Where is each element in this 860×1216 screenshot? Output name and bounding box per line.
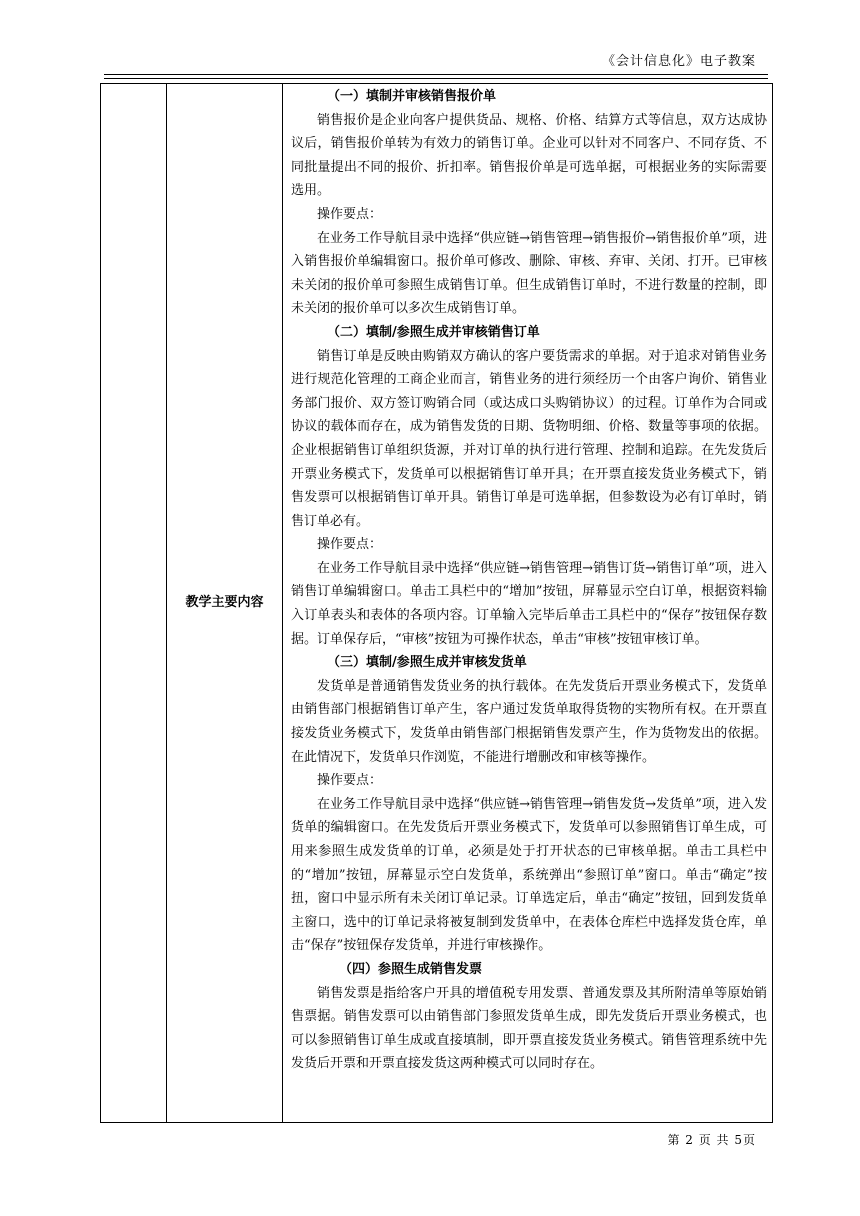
section-1-ops-label: 操作要点：	[317, 206, 383, 222]
header-rule-thin	[104, 78, 768, 79]
document-header-title: 《会计信息化》电子教案	[601, 54, 756, 69]
section-4-title: （四）参照生成销售发票	[339, 961, 483, 977]
section-1-title: （一）填制并审核销售报价单	[327, 89, 497, 104]
section-3-paragraph-2: 在业务工作导航目录中选择“供应链→销售管理→销售发货→发货单”项，进入发货单的编辑窗口。在先发货后开票业务模式下，发货单可以参照销售订单生成，可用来参照生成发货单的订单，必须是处于打开状态的已审核单据。单击工具栏中的“增加”按钮，屏幕显示空白发货单，系统弹出“参照订单”窗口。单击“确定”按扭，窗口中显示所有未关闭订单记录。订单选定后，单击“确定”按钮，回到发货单主窗口，选中的订单记录将被复制到发货单中，在表体仓库栏中选择发货仓库，单击“保存”按钮保存发货单，并进行审核操作。	[291, 796, 767, 954]
section-3-paragraph-1: 发货单是普通销售发货业务的执行载体。在先发货后开票业务模式下，发货单由销售部门根据销售订单产生，客户通过发货单取得货物的实物所有权。在开票直接发货业务模式下，发货单由销售部门根据销售发票产生，作为货物发出的依据。在此情况下，发货单只作浏览，不能进行增删改和审核等操作。	[291, 678, 767, 765]
section-4-paragraph-1: 销售发票是指给客户开具的增值税专用发票、普通发票及其所附清单等原始销售票据。销售发票可以由销售部门参照发货单生成，即先发货后开票业务模式，也可以参照销售订单生成或直接填制，即开票直接发货业务模式。销售管理系统中先发货后开票和开票直接发货这两种模式可以同时存在。	[291, 985, 767, 1072]
section-2-ops-label: 操作要点：	[317, 537, 383, 553]
row-label-cell	[167, 84, 283, 1122]
page-number: 第 2 页 共 5页	[667, 1133, 756, 1147]
lesson-plan-table	[100, 83, 773, 1123]
section-3-ops-label: 操作要点：	[317, 773, 383, 789]
section-2-title: （二）填制/参照生成并审核销售订单	[327, 324, 540, 340]
section-1-paragraph-1: 销售报价是企业向客户提供货品、规格、价格、结算方式等信息，双方达成协议后，销售报价单转为有效力的销售订单。企业可以针对不同客户、不同存货、不同批量提出不同的报价、折扣率。销售报价单是可选单据，可根据业务的实际需要选用。	[291, 112, 767, 199]
header-rule	[104, 74, 768, 75]
section-2-paragraph-2: 在业务工作导航目录中选择“供应链→销售管理→销售订货→销售订单”项，进入销售订单编辑窗口。单击工具栏中的“增加”按钮，屏幕显示空白订单，根据资料输入订单表头和表体的各项内容。订单输入完毕后单击工具栏中的“保存”按钮保存数据。订单保存后，“审核”按钮为可操作状态，单击“审核”按钮审核订单。	[291, 560, 767, 647]
content-cell	[291, 85, 767, 1076]
section-1-paragraph-2: 在业务工作导航目录中选择“供应链→销售管理→销售报价→销售报价单”项，进入销售报价单编辑窗口。报价单可修改、删除、审核、弃审、关闭、打开。已审核未关闭的报价单可参照生成销售订单。但生成销售订单时，不进行数量的控制，即未关闭的报价单可以多次生成销售订单。	[291, 230, 767, 317]
empty-first-column	[101, 84, 167, 1122]
section-2-paragraph-1: 销售订单是反映由购销双方确认的客户要货需求的单据。对于追求对销售业务进行规范化管理的工商企业而言，销售业务的进行须经历一个由客户询价、销售业务部门报价、双方签订购销合同（或达成口头购销协议）的过程。订单作为合同或协议的载体而存在，成为销售发货的日期、货物明细、价格、数量等事项的依据。企业根据销售订单组织货源，并对订单的执行进行管理、控制和追踪。在先发货后开票业务模式下，发货单可以根据销售订单开具；在开票直接发货业务模式下，销售发票可以根据销售订单开具。销售订单是可选单据，但参数设为必有订单时，销售订单必有。	[291, 348, 767, 529]
section-3-title: （三）填制/参照生成并审核发货单	[327, 655, 527, 671]
row-label: 教学主要内容	[185, 595, 264, 610]
